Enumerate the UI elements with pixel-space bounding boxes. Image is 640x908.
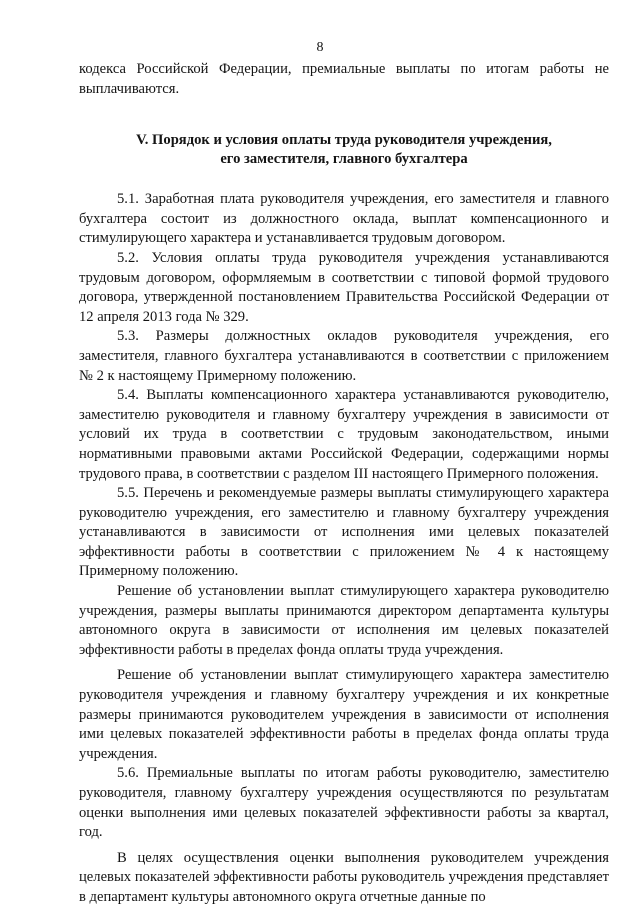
section-heading-line-1: V. Порядок и условия оплаты труда руководителя учреждения, — [136, 132, 552, 149]
paragraph-5-1: 5.1. Заработная плата руководителя учреждения, его заместителя и главного бухгалтера состоит из должностного оклада, выплат компенсационного и стимулирующего характера и устанавливается трудовым договором. — [79, 191, 609, 247]
paragraph-5-4: 5.4. Выплаты компенсационного характера устанавливаются руководителю, заместителю руководителя и главному бухгалтеру учреждения в зависимости от условий их труда в соответствии с трудовым законодательством, иными нормативными правовыми актами Российской Федерации, содержащими нормы трудового права, в соответствии с разделом III настоящего Примерного положения. — [79, 387, 609, 482]
page-number: 8 — [316, 40, 324, 55]
paragraph-decision-head: Решение об установлении выплат стимулирующего характера заместителю руководителя учреждения и главному бухгалтеру учреждения и их конкретные размеры принимаются руководителем учреждения в зависимости от исполнения ими целевых показателей эффективности работы в пределах фонда оплаты труда учреждения. — [79, 667, 609, 762]
paragraph-5-5: 5.5. Перечень и рекомендуемые размеры выплаты стимулирующего характера руководителю учреждения, его заместителю и главному бухгалтеру учреждения устанавливаются в зависимости от исполнения ими целевых показателей эффективности работы в соответствии с приложением № 4 к настоящему Примерному положению. — [79, 485, 609, 580]
paragraph-evaluation: В целях осуществления оценки выполнения руководителем учреждения целевых показателей эффективности работы руководитель учреждения представляет в департамент культуры автономного округа отчетные данные по — [79, 849, 609, 905]
paragraph-5-2: 5.2. Условия оплаты труда руководителя учреждения устанавливаются трудовым договором, оформляемым в соответствии с типовой формой трудового договора, утвержденной постановлением Правительства Российской Федерации от 12 апреля 2013 года № 329. — [79, 249, 609, 325]
section-heading-line-2: его заместителя, главного бухгалтера — [220, 151, 468, 168]
section-heading — [79, 131, 609, 169]
paragraph-5-3: 5.3. Размеры должностных окладов руководителя учреждения, его заместителя, главного бухгалтера устанавливаются в соответствии с приложением № 2 к настоящему Примерному положению. — [79, 328, 609, 384]
paragraph-5-6: 5.6. Премиальные выплаты по итогам работы руководителю, заместителю руководителя, главному бухгалтеру учреждения осуществляются по результатам оценки выполнения ими целевых показателей эффективности работы за квартал, год. — [79, 765, 609, 841]
document-body — [79, 60, 609, 908]
paragraph-continuation: кодекса Российской Федерации, премиальные выплаты по итогам работы не выплачиваются. — [79, 61, 609, 97]
paragraph-decision-director: Решение об установлении выплат стимулирующего характера руководителю учреждения, размеры выплаты принимаются директором департамента культуры автономного округа в зависимости от исполнения им целевых показателей эффективности работы в пределах фонда оплаты труда учреждения. — [79, 583, 609, 658]
